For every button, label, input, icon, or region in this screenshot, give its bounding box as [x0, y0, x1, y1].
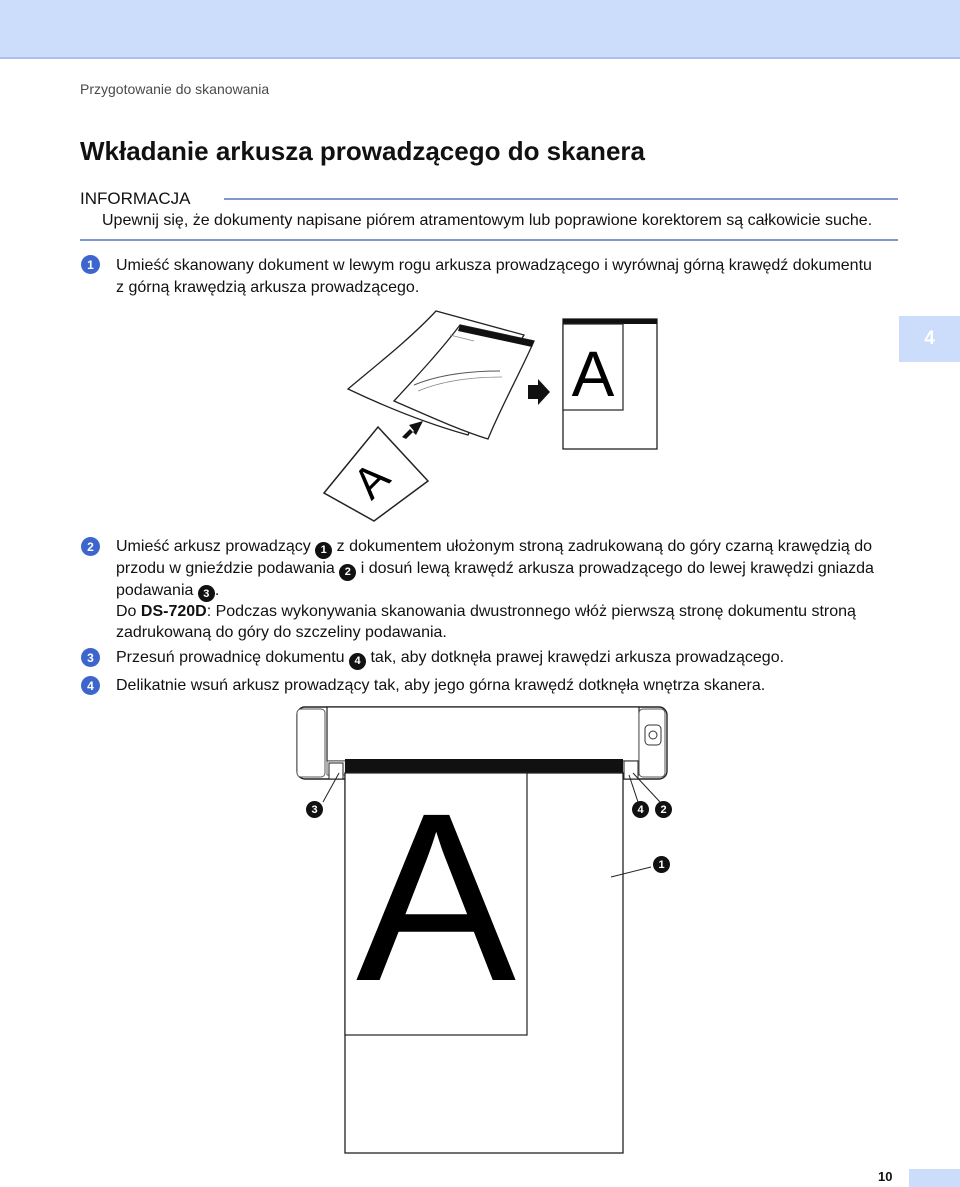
note-label: INFORMACJA — [80, 189, 191, 208]
insert-arrow-icon — [402, 421, 423, 439]
breadcrumb: Przygotowanie do skanowania — [80, 81, 270, 97]
callout-4: 4 — [349, 653, 366, 670]
next-arrow-icon — [528, 379, 550, 405]
figure-callout-3: 3 — [306, 801, 323, 818]
callout-2: 2 — [339, 564, 356, 581]
step-2-text-f: : Podczas wykonywania skanowania dwustronnego włóż pierwszą stronę dokumentu stroną zadrukowaną do góry do szczeliny podawania. — [116, 603, 856, 641]
step-2-text — [116, 537, 906, 643]
note-rule-bottom — [80, 239, 898, 241]
callout-3: 3 — [198, 585, 215, 602]
step-2-text-e: Do — [116, 603, 137, 621]
tilted-letter: A — [343, 452, 400, 509]
step-3-text — [116, 648, 906, 670]
model-name: DS-720D — [140, 603, 207, 621]
step-2-text-b: z dokumentem ułożonym stroną zadrukowaną do góry czarną krawędzią do przodu w gnieździe podawania — [116, 538, 873, 577]
tilted-document — [324, 427, 428, 521]
page-title: Wkładanie arkusza prowadzącego do skanera — [80, 136, 645, 166]
aligned-result — [563, 319, 657, 449]
step-number-1: 1 — [81, 255, 100, 274]
step-1-text: Umieść skanowany dokument w lewym rogu arkusza prowadzącego i wyrównaj górną krawędź dokumentu z górną krawędzią arkusza prowadzącego. — [116, 257, 872, 296]
page-number: 10 — [878, 1169, 893, 1184]
step-3-text-b: tak, aby dotknęła prawej krawędzi arkusza prowadzącego. — [370, 649, 785, 666]
step-number-3: 3 — [81, 648, 100, 667]
note-rule-top — [224, 198, 898, 200]
step-2-text-c: i dosuń lewą krawędź arkusza prowadzącego do lewej krawędzi gniazda podawania — [116, 559, 874, 599]
figure-carrier-sheet — [318, 305, 663, 525]
carrier-sheet-in-slot — [345, 759, 623, 1153]
step-2-text-d: . — [214, 581, 220, 599]
step-4-text: Delikatnie wsuń arkusz prowadzący tak, aby jego górna krawędź dotknęła wnętrza skanera. — [116, 677, 766, 694]
step-number-2: 2 — [81, 537, 100, 556]
figure-scanner-feed — [295, 705, 670, 1155]
step-number-4: 4 — [81, 676, 100, 695]
header-band — [0, 0, 960, 59]
figure-callout-4: 4 — [632, 801, 649, 818]
callout-1: 1 — [315, 542, 332, 559]
step-2-text-a: Umieść arkusz prowadzący — [116, 538, 311, 555]
chapter-tab: 4 — [899, 316, 960, 362]
page-number-tab — [909, 1169, 960, 1187]
carrier-sheet-drawing — [348, 311, 534, 439]
figure-callout-2: 2 — [655, 801, 672, 818]
document-letter: A — [355, 763, 517, 1031]
figure-callout-1: 1 — [653, 856, 670, 873]
note-text: Upewnij się, że dokumenty napisane piórem atramentowym lub poprawione korektorem są całkowicie suche. — [102, 212, 873, 229]
step-3-text-a: Przesuń prowadnicę dokumentu — [116, 649, 345, 666]
aligned-letter: A — [571, 338, 615, 410]
